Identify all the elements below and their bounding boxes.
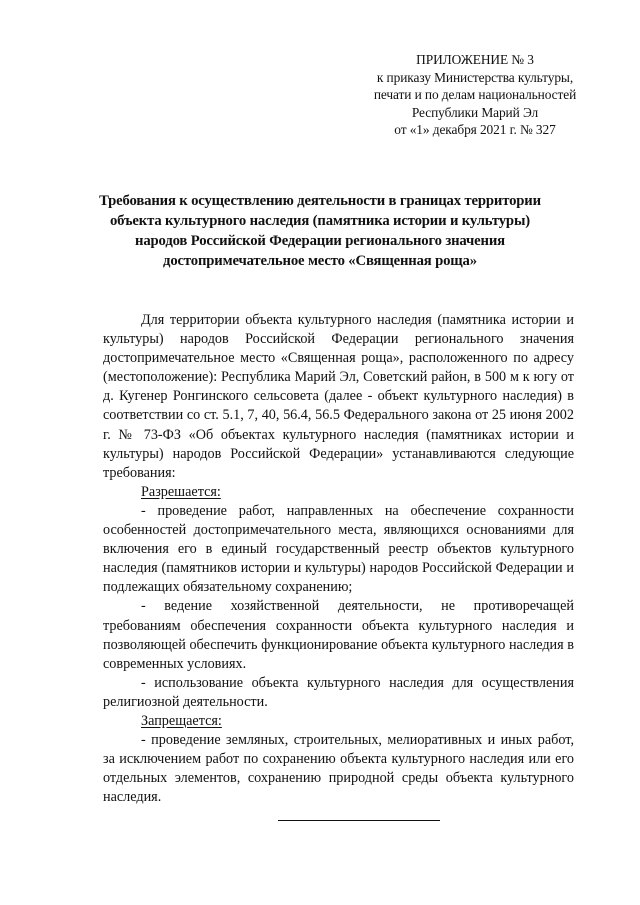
prohibited-heading: Запрещается:: [141, 712, 222, 729]
allowed-item: - проведение работ, направленных на обеспечение сохранности особенностей достопримечательного места, являющихся основаниями для включения его в единый государственный реестр объектов культурного наследия (памятников истории и культуры) народов Российской Федерации и подлежащих обязательному сохранению;: [103, 502, 574, 596]
appendix-republic-line: Республики Марий Эл: [411, 104, 539, 120]
document-body: [103, 311, 574, 807]
prohibited-item: - проведение земляных, строительных, мелиоративных и иных работ, за исключением работ по сохранению объекта культурного наследия или его отдельных элементов, сохранению природной среды объекта культурного наследия.: [103, 732, 574, 806]
allowed-item: - ведение хозяйственной деятельности, не противоречащей требованиям обеспечения сохранности объекта культурного наследия и позволяющей обеспечить функционирование объекта культурного наследия в современных условиях.: [103, 598, 574, 672]
appendix-header: [360, 51, 590, 139]
appendix-date-line: от «1» декабря 2021 г. № 327: [394, 122, 556, 137]
title-line-4: достопримечательное место «Священная роща»: [163, 253, 477, 269]
allowed-item: - использование объекта культурного наследия для осуществления религиозной деятельности.: [103, 674, 574, 710]
allowed-heading: Разрешается:: [141, 483, 221, 500]
title-line-1: Требования к осуществлению деятельности в границах территории: [99, 193, 541, 209]
appendix-number: ПРИЛОЖЕНИЕ № 3: [416, 52, 534, 67]
document-title: [95, 191, 545, 271]
appendix-order-line: к приказу Министерства культуры,: [376, 69, 574, 85]
title-line-3: народов Российской Федерации регионального значения: [135, 233, 505, 249]
appendix-ministry-line: печати и по делам национальностей: [373, 87, 577, 102]
end-divider-line: [278, 820, 440, 821]
intro-paragraph: Для территории объекта культурного наследия (памятника истории и культуры) народов Российской Федерации регионального значения достопримечательное место «Священная роща», расположенного по адресу (местоположение): Республика Марий Эл, Советский район, в 500 м к югу от д. Кугенер Ронгинского сельсовета (далее - объект культурного наследия) в соответствии со ст. 5.1, 7, 40, 56.4, 56.5 Федерального закона от 25 июня 2002 г. № 73-ФЗ «Об объектах культурного наследия (памятниках истории и культуры) народов Российской Федерации» устанавливаются следующие требования:: [103, 312, 574, 481]
title-line-2: объекта культурного наследия (памятника истории и культуры): [109, 213, 531, 229]
